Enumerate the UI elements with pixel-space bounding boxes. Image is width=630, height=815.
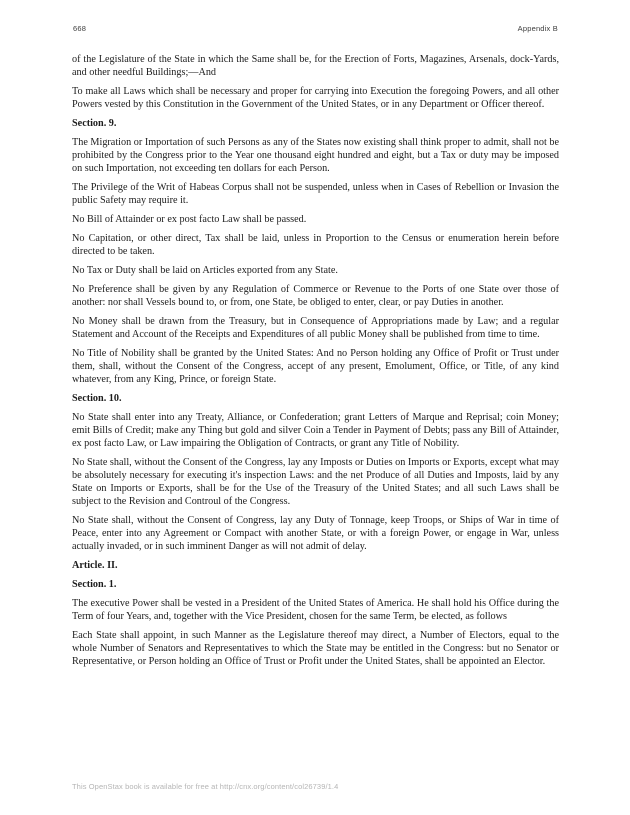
paragraph: No Bill of Attainder or ex post facto Law shall be passed. <box>72 214 307 225</box>
paragraph: of the Legislature of the State in which the Same shall be, for the Erection of Forts, Magazines, Arsenals, dock-Yards, and other needful Buildings;—And <box>72 54 559 78</box>
openstax-footer: This OpenStax book is available for free at http://cnx.org/content/col26739/1.4 <box>72 782 339 791</box>
paragraph: Each State shall appoint, in such Manner as the Legislature thereof may direct, a Number of Electors, equal to the whole Number of Senators and Representatives to which the State may be entitled in the Congress: but no Senator or Representative, or Person holding an Office of Trust or Profit under the United States, shall be appointed an Elector. <box>72 630 559 667</box>
article-heading: Article. II. <box>72 560 118 571</box>
section-heading: Section. 10. <box>72 393 122 404</box>
page-number: 668 <box>73 24 87 33</box>
paragraph: No Money shall be drawn from the Treasury, but in Consequence of Appropriations made by Law; and a regular Statement and Account of the Receipts and Expenditures of all public Money shall be published from time to time. <box>72 316 559 340</box>
paragraph: To make all Laws which shall be necessary and proper for carrying into Execution the foregoing Powers, and all other Powers vested by this Constitution in the Government of the United States, or in any Department or Officer thereof. <box>72 86 559 110</box>
paragraph: The executive Power shall be vested in a President of the United States of America. He shall hold his Office during the Term of four Years, and, together with the Vice President, chosen for the same Term, be elected, as follows <box>72 598 559 622</box>
section-heading: Section. 9. <box>72 118 117 129</box>
page-body <box>72 53 559 674</box>
paragraph: No Capitation, or other direct, Tax shall be laid, unless in Proportion to the Census or enumeration herein before directed to be taken. <box>72 233 559 257</box>
paragraph: No State shall, without the Consent of the Congress, lay any Imposts or Duties on Imports or Exports, except what may be absolutely necessary for executing it's inspection Laws: and the net Produce of all Duties and Imposts, laid by any State on Imports or Exports, shall be for the Use of the Treasury of the United States; and all such Laws shall be subject to the Revision and Controul of the Congress. <box>72 457 559 507</box>
paragraph: No Tax or Duty shall be laid on Articles exported from any State. <box>72 265 338 276</box>
paragraph: The Privilege of the Writ of Habeas Corpus shall not be suspended, unless when in Cases of Rebellion or Invasion the public Safety may require it. <box>72 182 559 206</box>
paragraph: No Title of Nobility shall be granted by the United States: And no Person holding any Office of Profit or Trust under them, shall, without the Consent of the Congress, accept of any present, Emolument, Office, or Title, of any kind whatever, from any King, Prince, or foreign State. <box>72 348 559 385</box>
paragraph: No State shall enter into any Treaty, Alliance, or Confederation; grant Letters of Marque and Reprisal; coin Money; emit Bills of Credit; make any Thing but gold and silver Coin a Tender in Payment of Debts; pass any Bill of Attainder, ex post facto Law, or Law impairing the Obligation of Contracts, or grant any Title of Nobility. <box>72 412 559 449</box>
paragraph: No Preference shall be given by any Regulation of Commerce or Revenue to the Ports of one State over those of another: nor shall Vessels bound to, or from, one State, be obliged to enter, clear, or pay Duties in another. <box>72 284 559 308</box>
running-header <box>73 24 558 33</box>
paragraph: No State shall, without the Consent of Congress, lay any Duty of Tonnage, keep Troops, or Ships of War in time of Peace, enter into any Agreement or Compact with another State, or with a foreign Power, or engage in War, unless actually invaded, or in such imminent Danger as will not admit of delay. <box>72 515 559 552</box>
paragraph: The Migration or Importation of such Persons as any of the States now existing shall think proper to admit, shall not be prohibited by the Congress prior to the Year one thousand eight hundred and eight, but a Tax or duty may be imposed on such Importation, not exceeding ten dollars for each Person. <box>72 137 559 174</box>
header-section-title: Appendix B <box>517 24 558 33</box>
section-heading: Section. 1. <box>72 579 117 590</box>
